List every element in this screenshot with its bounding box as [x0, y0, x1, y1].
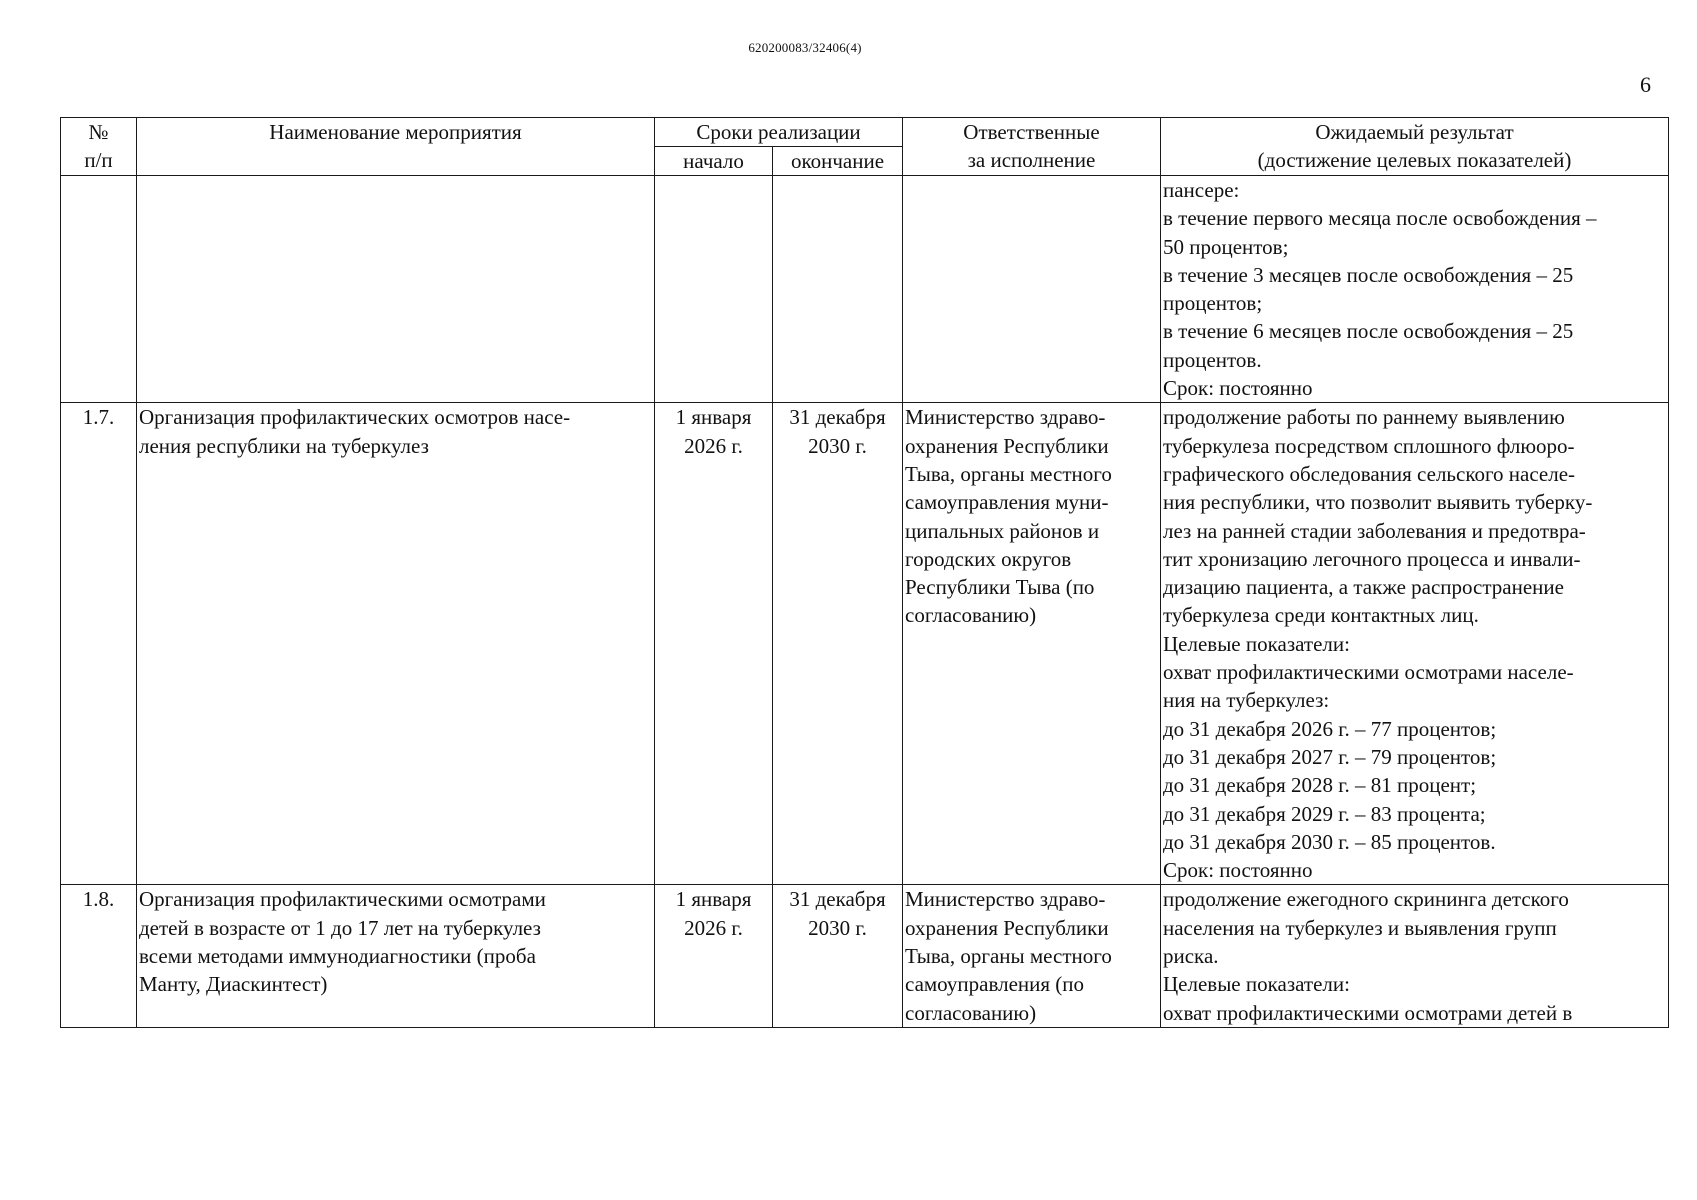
cell-number: 1.7. [61, 403, 137, 885]
text-line: Республики Тыва (по [905, 575, 1095, 600]
text-line: 50 процентов; [1163, 234, 1289, 259]
text-line: графического обследования сельского населе- [1163, 461, 1576, 486]
document-code: 620200083/32406(4) [748, 40, 862, 55]
text-line: процентов; [1163, 291, 1263, 316]
text-line: охранения Республики [905, 433, 1109, 458]
text-line: Организация профилактическими осмотрами [139, 887, 546, 912]
cell-number [61, 176, 137, 403]
text-line: продолжение работы по раннему выявлению [1163, 405, 1565, 430]
text-line: в течение 3 месяцев после освобождения – 25 [1163, 262, 1574, 287]
cell-measure-name [137, 403, 655, 885]
table-header-row [61, 118, 1669, 147]
text-line: тит хронизацию легочного процесса и инвали- [1163, 546, 1581, 571]
cell-responsible [903, 176, 1161, 403]
text-line: 1 января [675, 887, 752, 912]
text-line: согласованию) [905, 603, 1037, 628]
cell-expected-result [1161, 403, 1669, 885]
cell-measure-name [137, 885, 655, 1027]
text-line: детей в возрасте от 1 до 17 лет на туберкулез [139, 915, 541, 940]
text-line: ления республики на туберкулез [139, 433, 429, 458]
text-line: до 31 декабря 2029 г. – 83 процента; [1163, 801, 1486, 826]
text-line: населения на туберкулез и выявления групп [1163, 915, 1557, 940]
header-responsible: Ответственные за исполнение [903, 118, 1161, 176]
text-line: риска. [1163, 944, 1219, 969]
text-line: в течение первого месяца после освобождения – [1163, 206, 1597, 231]
cell-end [773, 403, 903, 885]
text-line: до 31 декабря 2028 г. – 81 процент; [1163, 773, 1477, 798]
cell-start [655, 403, 773, 885]
text-line: 2026 г. [684, 433, 743, 458]
cell-responsible [903, 885, 1161, 1027]
text-line: ния на туберкулез: [1163, 688, 1330, 713]
text-line: Целевые показатели: [1163, 972, 1350, 997]
text-line: ципальных районов и [905, 518, 1100, 543]
text-line: охранения Республики [905, 915, 1109, 940]
text-line: до 31 декабря 2026 г. – 77 процентов; [1163, 716, 1497, 741]
text-line: дизацию пациента, а также распространение [1163, 575, 1564, 600]
text-line: самоуправления (по [905, 972, 1085, 997]
cell-responsible [903, 403, 1161, 885]
cell-expected-result [1161, 885, 1669, 1027]
text-line: самоуправления муни- [905, 490, 1109, 515]
cell-end [773, 885, 903, 1027]
measures-table [60, 117, 1669, 1028]
header-expected-result: Ожидаемый результат (достижение целевых показателей) [1161, 118, 1669, 176]
text-line: 2030 г. [808, 915, 867, 940]
text-line: 2026 г. [684, 915, 743, 940]
table-row [61, 885, 1669, 1027]
header-start: начало [655, 147, 773, 176]
text-line: туберкулеза посредством сплошного флюоро- [1163, 433, 1575, 458]
text-line: лез на ранней стадии заболевания и предотвра- [1163, 518, 1586, 543]
text-line: пансере: [1163, 178, 1240, 202]
text-line: Тыва, органы местного [905, 461, 1112, 486]
text-line: 2030 г. [808, 433, 867, 458]
header-end: окончание [773, 147, 903, 176]
text-line: Целевые показатели: [1163, 631, 1350, 656]
text-line: охват профилактическими осмотрами населе- [1163, 660, 1574, 685]
cell-measure-name [137, 176, 655, 403]
cell-end [773, 176, 903, 403]
header-terms: Сроки реализации [655, 118, 903, 147]
text-line: до 31 декабря 2030 г. – 85 процентов. [1163, 829, 1496, 854]
text-line: до 31 декабря 2027 г. – 79 процентов; [1163, 744, 1497, 769]
text-line: в течение 6 месяцев после освобождения – 25 [1163, 319, 1574, 344]
text-line: охват профилактическими осмотрами детей в [1163, 1000, 1573, 1025]
text-line: 31 декабря [789, 887, 886, 912]
header-number: № п/п [61, 118, 137, 176]
cell-start [655, 885, 773, 1027]
text-line: всеми методами иммунодиагностики (проба [139, 944, 536, 969]
cell-expected-result [1161, 176, 1669, 403]
text-line: Тыва, органы местного [905, 944, 1112, 969]
table-row [61, 403, 1669, 885]
header-measure-name: Наименование мероприятия [137, 118, 655, 176]
text-line: 1 января [675, 405, 752, 430]
text-line: 31 декабря [789, 405, 886, 430]
text-line: процентов. [1163, 347, 1262, 372]
text-line: Организация профилактических осмотров насе- [139, 405, 571, 430]
page-number: 6 [1640, 72, 1651, 97]
text-line: Министерство здраво- [905, 887, 1106, 912]
text-line: Срок: постоянно [1163, 858, 1313, 883]
table-row-continuation [61, 176, 1669, 403]
text-line: Манту, Диаскинтест) [139, 972, 328, 997]
text-line: туберкулеза среди контактных лиц. [1163, 603, 1479, 628]
text-line: согласованию) [905, 1000, 1037, 1025]
text-line: Срок: постоянно [1163, 376, 1313, 401]
text-line: продолжение ежегодного скрининга детского [1163, 887, 1569, 912]
cell-number: 1.8. [61, 885, 137, 1027]
text-line: Министерство здраво- [905, 405, 1106, 430]
text-line: ния республики, что позволит выявить туберку- [1163, 490, 1593, 515]
text-line: городских округов [905, 546, 1072, 571]
cell-start [655, 176, 773, 403]
